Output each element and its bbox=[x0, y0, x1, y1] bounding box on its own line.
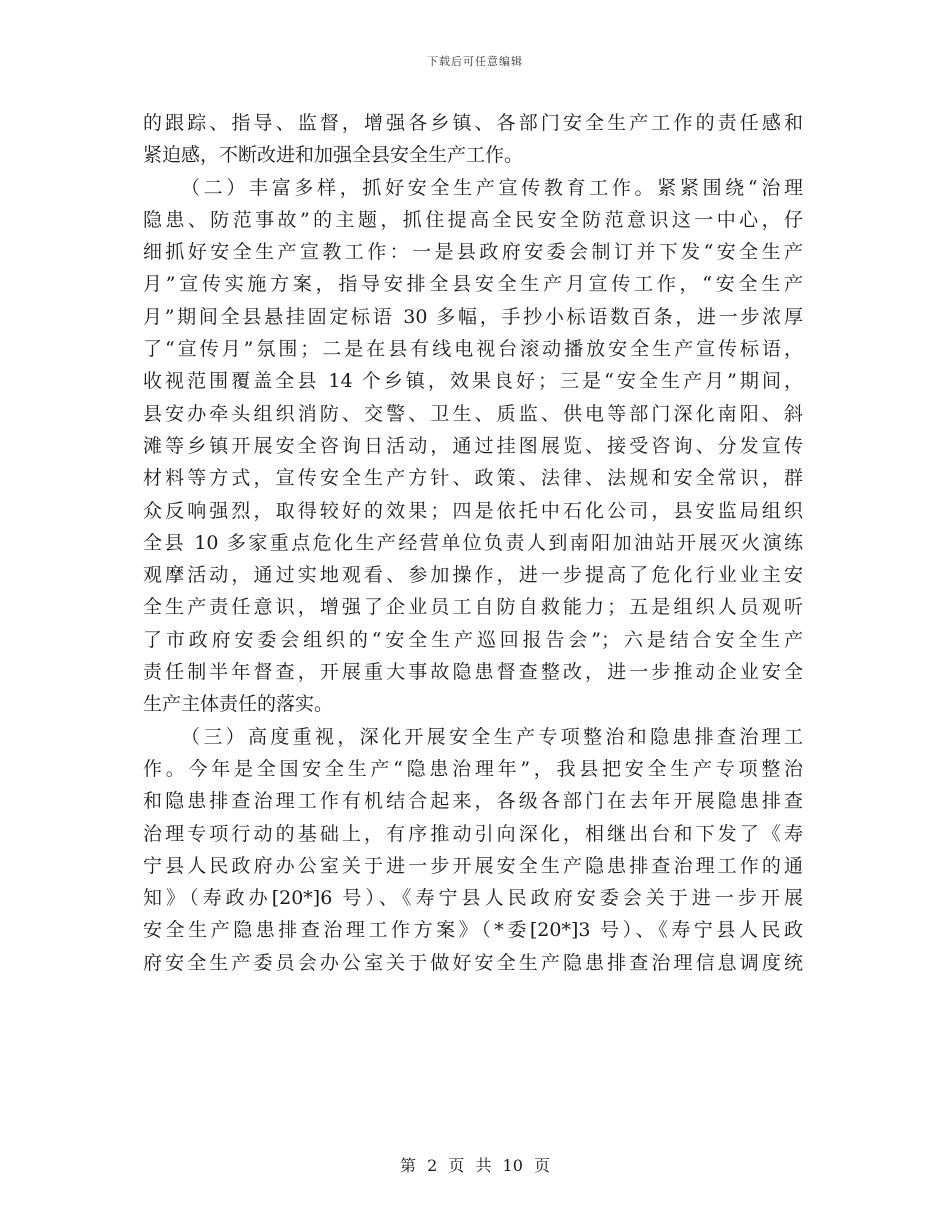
text-line: 全生产责任意识，增强了企业员工自防自救能力；五是组织人员观听 bbox=[143, 596, 803, 619]
text-line: 细抓好安全生产宣教工作：一是县政府安委会制订并下发“安全生产 bbox=[143, 241, 803, 264]
text-line: 材料等方式，宣传安全生产方针、政策、法律、法规和安全常识，群 bbox=[143, 467, 803, 490]
text-line: 的跟踪、指导、监督，增强各乡镇、各部门安全生产工作的责任感和 bbox=[143, 112, 803, 134]
text-line: （三）高度重视，深化开展安全生产专项整治和隐患排查治理工 bbox=[181, 725, 803, 748]
paragraph bbox=[143, 721, 803, 979]
text-line: 县安办牵头组织消防、交警、卫生、质监、供电等部门深化南阳、斜 bbox=[143, 402, 803, 425]
text-line: 作。今年是全国安全生产“隐患治理年”，我县把安全生产专项整治 bbox=[143, 757, 803, 780]
text-line: 紧迫感，不断改进和加强全县安全生产工作。 bbox=[143, 144, 524, 167]
text-line: 众反响强烈，取得较好的效果；四是依托中石化公司，县安监局组织 bbox=[143, 499, 803, 522]
paragraph bbox=[143, 172, 803, 721]
text-line: 月”期间全县悬挂固定标语 30 多幅，手抄小标语数百条，进一步浓厚 bbox=[143, 305, 803, 328]
text-line: 了市政府安委会组织的“安全生产巡回报告会”；六是结合安全生产 bbox=[143, 628, 803, 651]
text-line: 全县 10 多家重点危化生产经营单位负责人到南阳加油站开展灭火演练 bbox=[143, 531, 803, 554]
text-line: （二）丰富多样，抓好安全生产宣传教育工作。紧紧围绕“治理 bbox=[181, 176, 803, 199]
paragraph bbox=[143, 107, 803, 172]
text-line: 了“宣传月”氛围；二是在县有线电视台滚动播放安全生产宣传标语， bbox=[143, 338, 803, 361]
text-line: 治理专项行动的基础上，有序推动引向深化，相继出台和下发了《寿 bbox=[143, 822, 803, 845]
text-line: 责任制半年督查，开展重大事故隐患督查整改，进一步推动企业安全 bbox=[143, 661, 803, 684]
document-body bbox=[143, 107, 803, 979]
page-number-footer: 第 2 页 共 10 页 bbox=[400, 1156, 550, 1175]
text-line: 隐患、防范事故”的主题，抓住提高全民安全防范意识这一中心，仔 bbox=[143, 208, 803, 231]
text-line: 收视范围覆盖全县 14 个乡镇，效果良好；三是“安全生产月”期间， bbox=[143, 370, 803, 393]
text-line: 生产主体责任的落实。 bbox=[143, 693, 334, 716]
text-line: 月”宣传实施方案，指导安排全县安全生产月宣传工作，“安全生产 bbox=[143, 273, 803, 296]
text-line: 知》（寿政办[20*]6 号）、《寿宁县人民政府安委会关于进一步开展 bbox=[143, 887, 803, 910]
text-line: 滩等乡镇开展安全咨询日活动，通过挂图展览、接受咨询、分发宣传 bbox=[143, 434, 803, 457]
text-line: 观摩活动，通过实地观看、参加操作，进一步提高了危化行业业主安 bbox=[143, 564, 803, 587]
text-line: 宁县人民政府办公室关于进一步开展安全生产隐患排查治理工作的通 bbox=[143, 854, 803, 877]
text-line: 和隐患排查治理工作有机结合起来，各级各部门在去年开展隐患排查 bbox=[143, 790, 803, 813]
page-header: 下载后可任意编辑 bbox=[427, 55, 523, 68]
text-line: 安全生产隐患排查治理工作方案》（*委[20*]3 号）、《寿宁县人民政 bbox=[143, 919, 803, 942]
text-line: 府安全生产委员会办公室关于做好安全生产隐患排查治理信息调度统 bbox=[143, 951, 803, 974]
